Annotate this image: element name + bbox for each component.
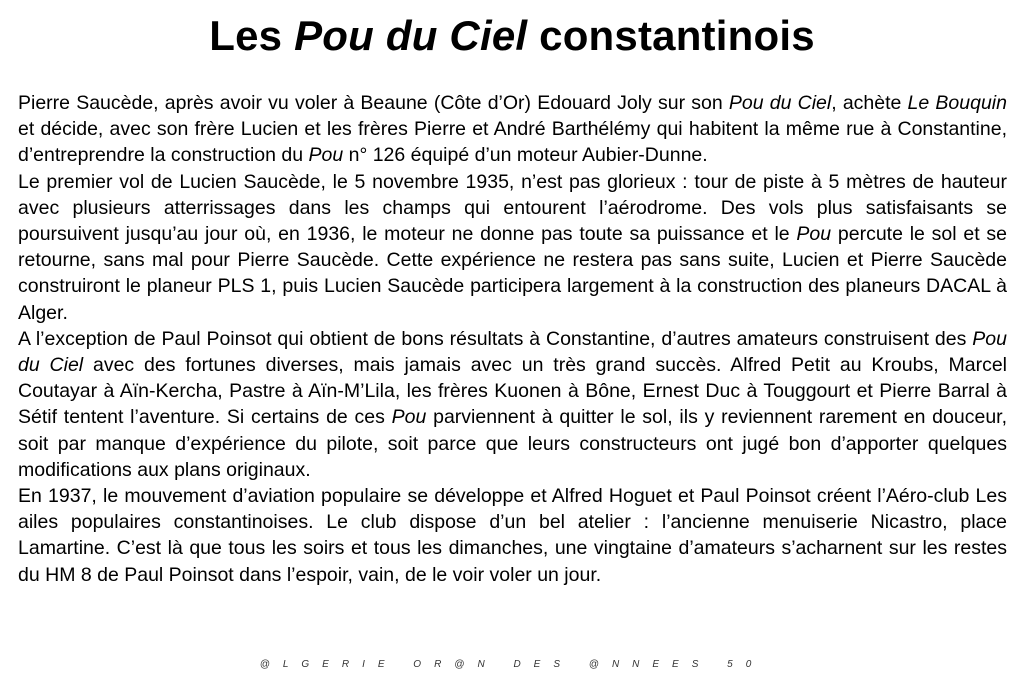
page-footer: @LGERIE OR@N DES @NNEES 50 bbox=[259, 659, 765, 670]
text-run: Pierre Saucède, après avoir vu voler à Beaune (Côte d’Or) Edouard Joly sur son bbox=[18, 92, 729, 114]
title-prefix: Les bbox=[209, 12, 295, 59]
italic-run: Le Bouquin bbox=[907, 92, 1007, 114]
paragraph-1 bbox=[18, 90, 1007, 169]
text-run: En 1937, le mouvement d’aviation populaire se développe et Alfred Hoguet et Paul Poinsot créent l’Aéro-club Les ailes populaires constantinoises. Le club dispose d’un bel atelier : l’ancienne menuiserie Nicastro, place Lamartine. C’est là que tous les soirs et tous les dimanches, une vingtaine d’amateurs s’acharnent sur les restes du HM 8 de Paul Poinsot dans l’espoir, vain, de le voir voler un jour. bbox=[18, 485, 1007, 586]
text-run: A l’exception de Paul Poinsot qui obtient de bons résultats à Constantine, d’autres amateurs construisent des bbox=[18, 327, 973, 350]
italic-run: Pou bbox=[796, 223, 832, 246]
title-suffix: constantinois bbox=[527, 12, 815, 59]
text-run: , achète bbox=[831, 92, 908, 114]
text-run: parviennent à quitter le sol, ils y reviennent rarement en douceur, soit par manque d’expérience du pilote, soit parce que leurs constructeurs ont jugé bon d’apporter quelques modifications aux plans originaux. bbox=[18, 406, 1007, 481]
paragraph-3 bbox=[18, 326, 1007, 483]
title-italic: Pou du Ciel bbox=[294, 12, 528, 59]
italic-run: Pou du Ciel bbox=[728, 92, 832, 114]
italic-run: Pou du Ciel bbox=[18, 327, 1007, 377]
text-run: percute le sol et se retourne, sans mal pour Pierre Saucède. Cette expérience ne restera pas sans suite, Lucien et Pierre Saucède construiront le planeur PLS 1, puis Lucien Saucède participera largement à la construction des planeurs DACAL à Alger. bbox=[18, 223, 1008, 324]
text-run: Le premier vol de Lucien Saucède, le 5 novembre 1935, n’est pas glorieux : tour de piste à 5 mètres de hauteur avec plusieurs atterrissages dans les champs qui entourent l’aérodrome. Des vols plus satisfaisants se poursuivent jusqu’au jour où, en 1936, le moteur ne donne pas toute sa puissance et le bbox=[18, 170, 1007, 246]
article-body bbox=[18, 90, 1007, 588]
paragraph-4 bbox=[18, 483, 1007, 588]
italic-run: Pou bbox=[391, 406, 427, 429]
text-run: et décide, avec son frère Lucien et les frères Pierre et André Barthélémy qui habitent la même rue à Constantine, d’entreprendre la construction du bbox=[18, 118, 1007, 167]
paragraph-2 bbox=[18, 169, 1007, 326]
text-run: n° 126 équipé d’un moteur Aubier-Dunne. bbox=[343, 144, 708, 167]
italic-run: Pou bbox=[308, 144, 344, 167]
text-run: avec des fortunes diverses, mais jamais avec un très grand succès. Alfred Petit au Kroubs, Marcel Coutayar à Aïn-Kercha, Pastre à Aïn-M’Lila, les frères Kuonen à Bône, Ernest Duc à Touggourt et Pierre Barral à Sétif tentent l’aventure. Si certains de ces bbox=[18, 354, 1007, 429]
page-title bbox=[0, 10, 1024, 62]
